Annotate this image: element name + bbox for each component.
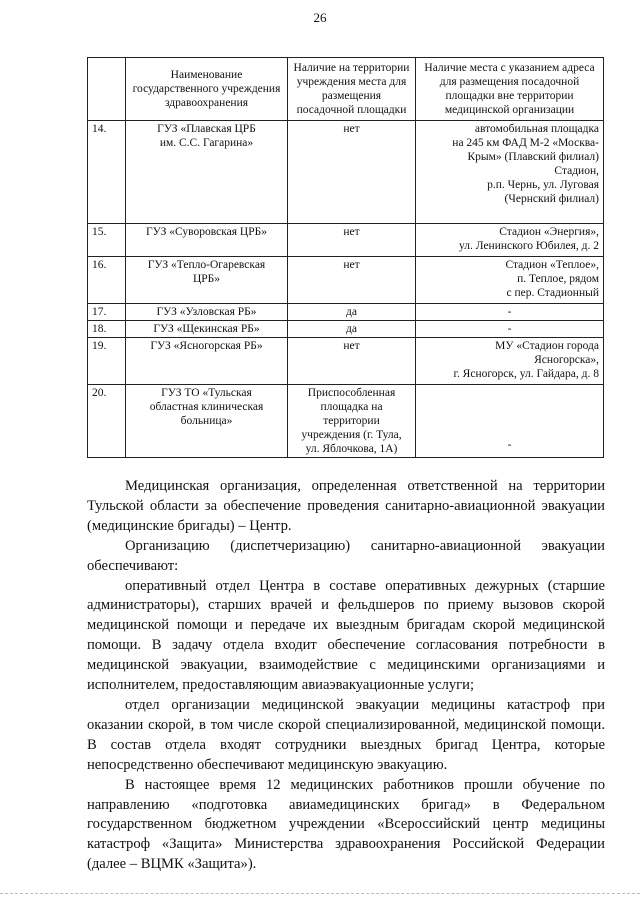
header-number [88, 58, 126, 121]
body-text [87, 477, 605, 875]
row-number: 16. [88, 257, 126, 304]
institution-name: ГУЗ «Плавская ЦРБ им. С.С. Гагарина» [126, 121, 288, 224]
header-onsite-place: Наличие на территории учреждения места для размещения посадочной площадки [288, 58, 416, 121]
onsite-availability: нет [288, 338, 416, 385]
institution-name: ГУЗ «Суворовская ЦРБ» [126, 224, 288, 257]
header-institution-name: Наименование государственного учреждения здравоохранения [126, 58, 288, 121]
table-row [88, 385, 604, 458]
onsite-availability: нет [288, 257, 416, 304]
paragraph: отдел организации медицинской эвакуации медицины катастроф при оказании скорой, в том числе скорой специализированной, медицинской помощи. В состав отдела входят сотрудники выездных бригад Центра, которые непосредственно обеспечивают медицинскую эвакуацию. [87, 696, 605, 773]
offsite-address: Стадион «Теплое», п. Теплое, рядом с пер. Стадионный [416, 257, 604, 304]
offsite-address: - [416, 321, 604, 338]
onsite-availability: нет [288, 224, 416, 257]
onsite-availability: Приспособленная площадка на территории учреждения (г. Тула, ул. Яблочкова, 1А) [288, 385, 416, 458]
row-number: 18. [88, 321, 126, 338]
institution-name: ГУЗ «Тепло-Огаревская ЦРБ» [126, 257, 288, 304]
row-number: 19. [88, 338, 126, 385]
footer-divider [0, 893, 640, 894]
row-number: 17. [88, 304, 126, 321]
institution-name: ГУЗ «Узловская РБ» [126, 304, 288, 321]
offsite-address: Стадион «Энергия», ул. Ленинского Юбилея, д. 2 [416, 224, 604, 257]
table-row [88, 338, 604, 385]
offsite-address: МУ «Стадион города Ясногорска», г. Ясногорск, ул. Гайдара, д. 8 [416, 338, 604, 385]
offsite-address: - [416, 385, 604, 458]
onsite-availability: да [288, 321, 416, 338]
row-number: 20. [88, 385, 126, 458]
institution-name: ГУЗ ТО «Тульская областная клиническая больница» [126, 385, 288, 458]
offsite-address: - [416, 304, 604, 321]
header-offsite-address: Наличие места с указанием адреса для размещения посадочной площадки вне территории медицинской организации [416, 58, 604, 121]
page-number: 26 [313, 10, 327, 25]
hospital-table [87, 57, 604, 458]
table-row [88, 321, 604, 338]
offsite-address: автомобильная площадка на 245 км ФАД М-2 «Москва- Крым» (Плавский филиал) Стадион, р.п. Чернь, ул. Луговая (Чернский филиал) [416, 121, 604, 224]
onsite-availability: нет [288, 121, 416, 224]
onsite-availability: да [288, 304, 416, 321]
paragraph: Организацию (диспетчеризацию) санитарно-авиационной эвакуации обеспечивают: [87, 537, 605, 574]
paragraph: Медицинская организация, определенная ответственной на территории Тульской области за обеспечение проведения санитарно-авиационной эвакуации (медицинские бригады) – Центр. [87, 478, 605, 534]
row-number: 15. [88, 224, 126, 257]
institution-name: ГУЗ «Ясногорская РБ» [126, 338, 288, 385]
institution-name: ГУЗ «Щекинская РБ» [126, 321, 288, 338]
paragraph: В настоящее время 12 медицинских работников прошли обучение по направлению «подготовка авиамедицинских бригад» в Федеральном государственном бюджетном учреждении «Всероссийский центр медицины катастроф «Защита» Министерства здравоохранения Российской Федерации (далее – ВЦМК «Защита»). [87, 776, 605, 873]
table-row [88, 257, 604, 304]
table-row [88, 224, 604, 257]
table-header-row [88, 58, 604, 121]
table-row [88, 121, 604, 224]
row-number: 14. [88, 121, 126, 224]
table-row [88, 304, 604, 321]
paragraph: оперативный отдел Центра в составе оперативных дежурных (старшие администраторы), старших врачей и фельдшеров по приему вызовов скорой медицинской помощи и передаче их выездным бригадам скорой медицинской помощи. В задачу отдела входит обеспечение согласования потребности в медицинской эвакуации, взаимодействие с медицинскими организациями и исполнителем, предоставляющим авиаэвакуационные услуги; [87, 577, 605, 694]
